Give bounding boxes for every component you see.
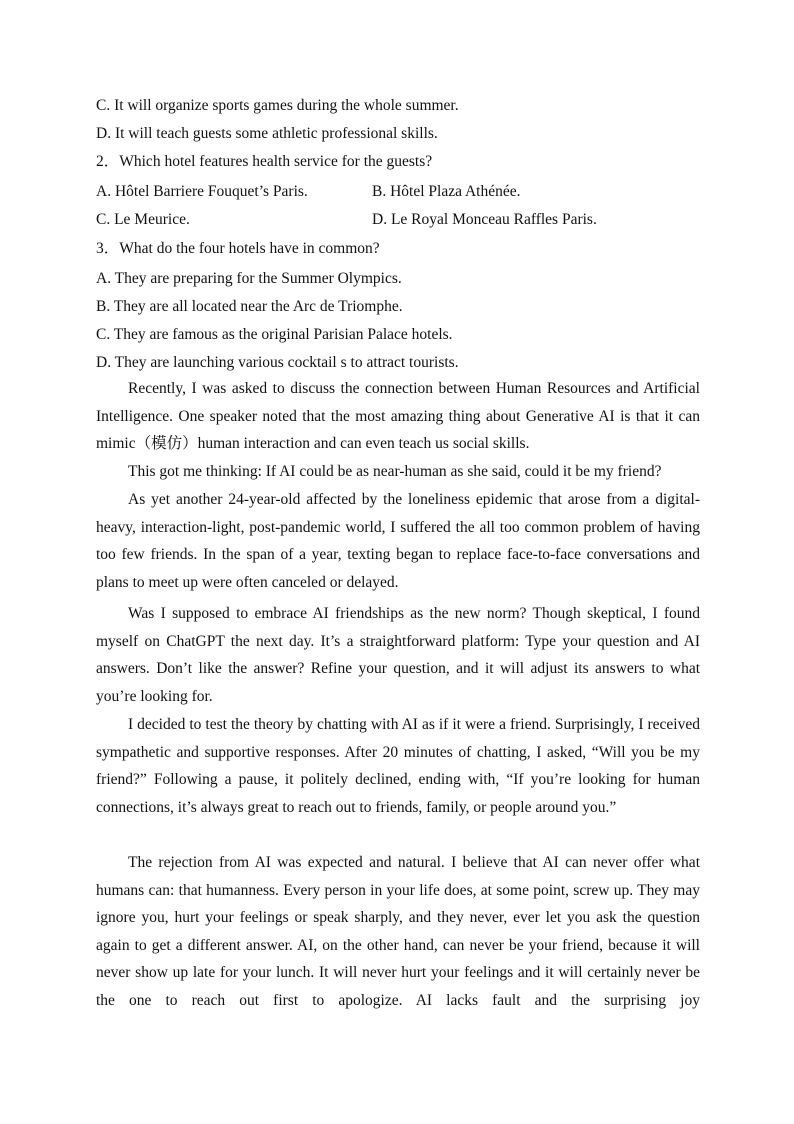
passage-paragraph-5: I decided to test the theory by chatting with AI as if it were a friend. Surprisingly, I received sympathetic and supportive responses. After 20 minutes of chatting, I asked, “Will you be my friend?” Following a pause, it politely declined, ending with, “If you’re looking for human connections, it’s always great to reach out to friends, family, or people around you.”	[96, 716, 700, 816]
passage-paragraph-4: Was I supposed to embrace AI friendships as the new norm? Though skeptical, I found myself on ChatGPT the next day. It’s a straightforward platform: Type your question and AI answers. Don’t like the answer? Refine your question, and it will adjust its answers to what you’re looking for.	[96, 605, 700, 705]
q3-option-a: A. They are preparing for the Summer Olympics.	[96, 270, 402, 287]
q3-option-b: B. They are all located near the Arc de Triomphe.	[96, 298, 403, 315]
q1-option-c: C. It will organize sports games during the whole summer.	[96, 97, 459, 114]
passage-paragraph-6: The rejection from AI was expected and natural. I believe that AI can never offer what humans can: that humanness. Every person in your life does, at some point, screw up. They may ignore you, hurt your feelings or speak sharply, and they never, ever let you ask the question again to get a different answer. AI, on the other hand, can never be your friend, because it will never show up late for your lunch. It will never hurt your feelings and it will certainly never be the one to reach out first to apologize. AI lacks fault and the surprising joy	[96, 854, 700, 1009]
passage-paragraph-3: As yet another 24-year-old affected by the loneliness epidemic that arose from a digital-heavy, interaction-light, post-pandemic world, I suffered the all too common problem of having too few friends. In the span of a year, texting began to replace face-to-face conversations and plans to meet up were often canceled or delayed.	[96, 491, 700, 591]
passage-paragraph-1: Recently, I was asked to discuss the connection between Human Resources and Artificial Intelligence. One speaker noted that the most amazing thing about Generative AI is that it can mimic（模仿）human interaction and can even teach us social skills.	[96, 380, 700, 453]
q3-stem: 3．What do the four hotels have in common?	[96, 240, 380, 257]
q3-option-d: D. They are launching various cocktail s to attract tourists.	[96, 354, 459, 371]
q2-option-c: C. Le Meurice.	[96, 211, 190, 228]
passage-paragraph-2: This got me thinking: If AI could be as near-human as she said, could it be my friend?	[128, 463, 662, 480]
q1-option-d: D. It will teach guests some athletic professional skills.	[96, 125, 438, 142]
q2-stem: 2．Which hotel features health service for the guests?	[96, 153, 433, 170]
q2-option-b: B. Hôtel Plaza Athénée.	[372, 183, 521, 200]
q3-option-c: C. They are famous as the original Parisian Palace hotels.	[96, 326, 453, 343]
q2-option-a: A. Hôtel Barriere Fouquet’s Paris.	[96, 183, 308, 200]
q2-option-d: D. Le Royal Monceau Raffles Paris.	[372, 211, 597, 228]
